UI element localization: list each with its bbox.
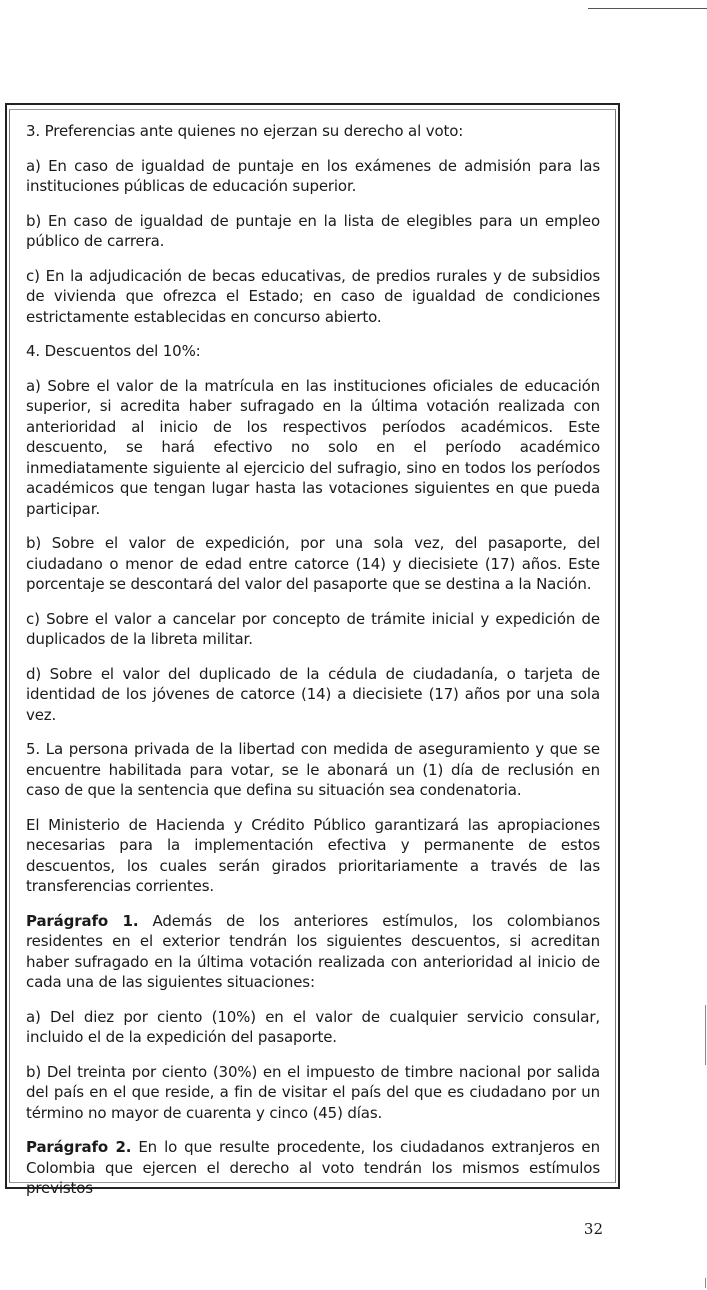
paragrafo-1-item-a: a) Del diez por ciento (10%) en el valor de cualquier servicio consular, incluido el de la expedición del pasaporte. [26,1007,600,1046]
section-4-item-c: c) Sobre el valor a cancelar por concepto de trámite inicial y expedición de duplicados de la libreta militar. [26,609,600,648]
section-4-heading: 4. Descuentos del 10%: [26,342,201,360]
paragrafo-2-label: Parágrafo 2. [26,1138,132,1156]
scan-edge-mark [705,1278,706,1288]
section-4-item-a: a) Sobre el valor de la matrícula en las instituciones oficiales de educación superior, si acredita haber sufragado en la última votación realizada con anterioridad al inicio de los respectivos períodos académicos. Este descuento, se hará efectivo no solo en el período académico inmediatamente siguiente al ejercicio del sufragio, sino en todos los períodos académicos que tengan lugar hasta las votaciones siguientes en que pueda participar. [26,376,600,518]
section-3-item-b: b) En caso de igualdad de puntaje en la lista de elegibles para un empleo público de carrera. [26,211,600,250]
top-rule [588,8,707,9]
section-3-heading: 3. Preferencias ante quienes no ejerzan su derecho al voto: [26,122,464,140]
section-5-paragraph: 5. La persona privada de la libertad con medida de aseguramiento y que se encuentre habilitada para votar, se le abonará un (1) día de reclusión en caso de que la sentencia que defina su situación sea condenatoria. [26,740,600,799]
paragrafo-2 [26,1137,600,1199]
paragrafo-1-label: Parágrafo 1. [26,911,139,930]
paragrafo-1-item-b: b) Del treinta por ciento (30%) en el impuesto de timbre nacional por salida del país en el que reside, a fin de visitar el país del que es ciudadano por un término no mayor de cuarenta y cinco (45) días. [26,1062,600,1122]
document-body [26,121,600,1199]
section-4-item-d: d) Sobre el valor del duplicado de la cédula de ciudadanía, o tarjeta de identidad de los jóvenes de catorce (14) a diecisiete (17) años por una sola vez. [26,664,600,724]
ministerio-paragraph: El Ministerio de Hacienda y Crédito Público garantizará las apropiaciones necesarias para la implementación efectiva y permanente de estos descuentos, los cuales serán girados prioritariamente a través de las transferencias corrientes. [26,815,600,895]
paragrafo-2-text: En lo que resulte procedente, los ciudadanos extranjeros en Colombia que ejercen el derecho al voto tendrán los mismos estímulos previstos [26,1138,600,1197]
section-3-item-c: c) En la adjudicación de becas educativas, de predios rurales y de subsidios de vivienda que ofrezca el Estado; en caso de igualdad de condiciones estrictamente establecidas en concurso abierto. [26,266,600,326]
paragrafo-1-text: Además de los anteriores estímulos, los colombianos residentes en el exterior tendrán los siguientes descuentos, si acreditan haber sufragado en la última votación realizada con anterioridad al inicio de cada una de las siguientes situaciones: [26,911,600,991]
section-4-item-b: b) Sobre el valor de expedición, por una sola vez, del pasaporte, del ciudadano o menor de edad entre catorce (14) y diecisiete (17) años. Este porcentaje se descontará del valor del pasaporte que se destina a la Nación. [26,534,600,593]
scan-edge-mark [705,1005,706,1065]
paragrafo-1 [26,911,600,993]
section-3-item-a: a) En caso de igualdad de puntaje en los exámenes de admisión para las instituciones públicas de educación superior. [26,156,600,195]
page-number: 32 [583,1220,603,1238]
